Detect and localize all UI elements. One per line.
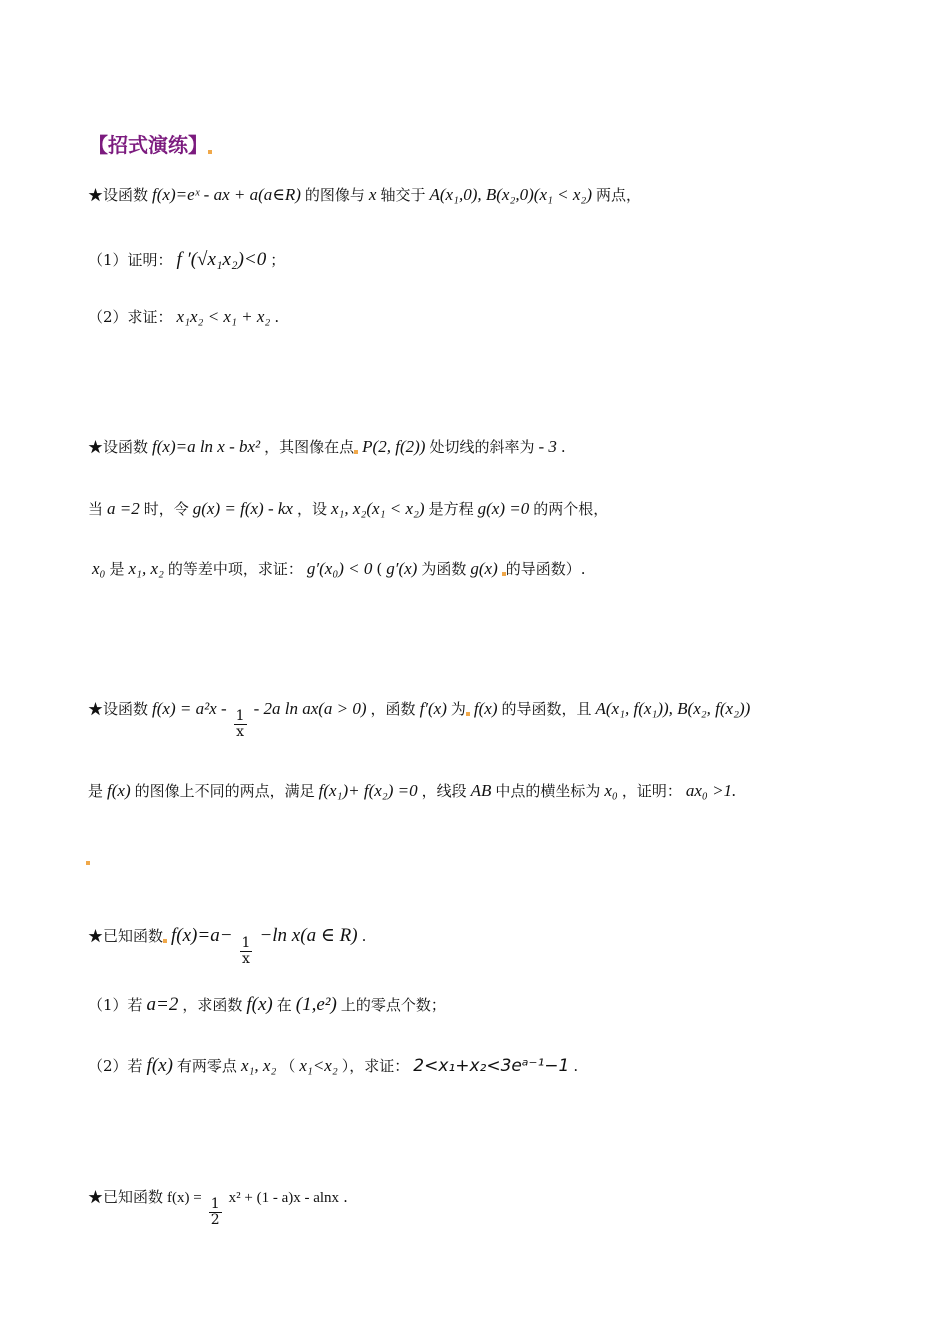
- problem2-point: P(2, f(2)): [362, 437, 426, 456]
- problem3-condition: f(x₁)+ f(x₂) =0: [318, 781, 418, 800]
- problem5-fraction: $\frac{1}{2}$: [210, 1196, 220, 1228]
- problem3-formula-b: - 2a ln ax(a > 0): [253, 699, 367, 718]
- problem3-line2: 是 f(x) 的图像上不同的两点，满足 f(x₁)+ f(x₂) =0 ，线段 AB 中点的横坐标为 x₀ ，证明： ax₀ >1.: [88, 781, 737, 800]
- problem1-part2-formula: x₁x₂ < x₁ + x₂: [176, 307, 271, 326]
- problem4-part1: （1）若 a=2 ，求函数 f(x) 在 (1,e²) 上的零点个数；: [88, 994, 446, 1015]
- problem4-formula-a: f(x)=a−: [171, 925, 233, 946]
- problem2-line3: x₀ 是 x₁, x₂ 的等差中项，求证： g′(x₀) < 0 ( g′(x) 为函数 g(x) 的导函数）.: [92, 559, 586, 578]
- problem4-fraction: $\frac{1}{x}$: [241, 935, 251, 967]
- problem2-inequality: g′(x₀) < 0: [306, 559, 373, 578]
- problem4-interval: (1,e²): [295, 994, 337, 1015]
- problem1-statement: ★设函数 f(x)=eˣ - ax + a(a∈R) 的图像与 x 轴交于 A(x₁,0), B(x₂,0)(x₁ < x₂) 两点，: [88, 185, 642, 204]
- problem1-part1: （1）证明： f ′(√x₁x₂)<0 ；: [88, 249, 286, 270]
- problem5-formula-a: f(x) =: [167, 1190, 202, 1206]
- problem2-g-definition: g(x) = f(x) - kx: [192, 499, 293, 518]
- problem1-points: A(x₁,0), B(x₂,0)(x₁ < x₂): [429, 185, 592, 204]
- problem1-part1-formula: f ′(√x₁x₂)<0: [176, 249, 267, 270]
- problem4-part2: （2）若 f(x) 有两零点 x₁, x₂ （ x₁<x₂ ），求证： 2<x₁+x₂<3eᵃ⁻¹−1 .: [88, 1055, 579, 1076]
- section-title: 【招式演练】: [88, 129, 212, 158]
- problem3-points: A(x₁, f(x₁)), B(x₂, f(x₂)): [595, 699, 751, 718]
- problem4-formula-b: −ln x(a ∈ R): [259, 925, 358, 946]
- problem4-inequality: 2<x₁+x₂<3eᵃ⁻¹−1: [413, 1056, 570, 1076]
- marker-dot: [163, 939, 167, 943]
- problem3-statement: ★设函数 f(x) = a²x - $\frac{1}{x}$ - 2a ln ax(a > 0) ，函数 f′(x) 为 f(x) 的导函数，且 A(x₁, f(x₁)), B(x₂, f(x₂)): [88, 699, 751, 740]
- problem3-fraction: $\frac{1}{x}$: [235, 708, 245, 740]
- marker-dot: [354, 450, 358, 454]
- problem2-line2: 当 a =2 时，令 g(x) = f(x) - kx ，设 x₁, x₂(x₁ < x₂) 是方程 g(x) =0 的两个根，: [88, 499, 609, 518]
- problem1-formula: f(x)=eˣ - ax + a(a∈R): [152, 185, 301, 204]
- problem4-statement: ★已知函数 f(x)=a− $\frac{1}{x}$ −ln x(a ∈ R) .: [88, 925, 367, 967]
- problem5-statement: ★已知函数 f(x) = $\frac{1}{2}$ x² + (1 - a)x - alnx .: [88, 1188, 348, 1228]
- problem1-part2: （2）求证： x₁x₂ < x₁ + x₂ .: [88, 307, 280, 326]
- marker-dot: [466, 712, 470, 716]
- problem2-formula: f(x)=a ln x - bx²: [152, 437, 261, 456]
- problem5-formula-b: x² + (1 - a)x - alnx: [228, 1190, 340, 1206]
- problem3-inequality: ax₀ >1.: [685, 781, 737, 800]
- marker-dot: [86, 861, 90, 865]
- marker-dot: [208, 150, 212, 154]
- marker-dot: [502, 572, 506, 576]
- problem2-statement: ★设函数 f(x)=a ln x - bx² ，其图像在点 P(2, f(2)) 处切线的斜率为 - 3 .: [88, 437, 566, 456]
- problem3-formula-a: f(x) = a²x -: [152, 699, 227, 718]
